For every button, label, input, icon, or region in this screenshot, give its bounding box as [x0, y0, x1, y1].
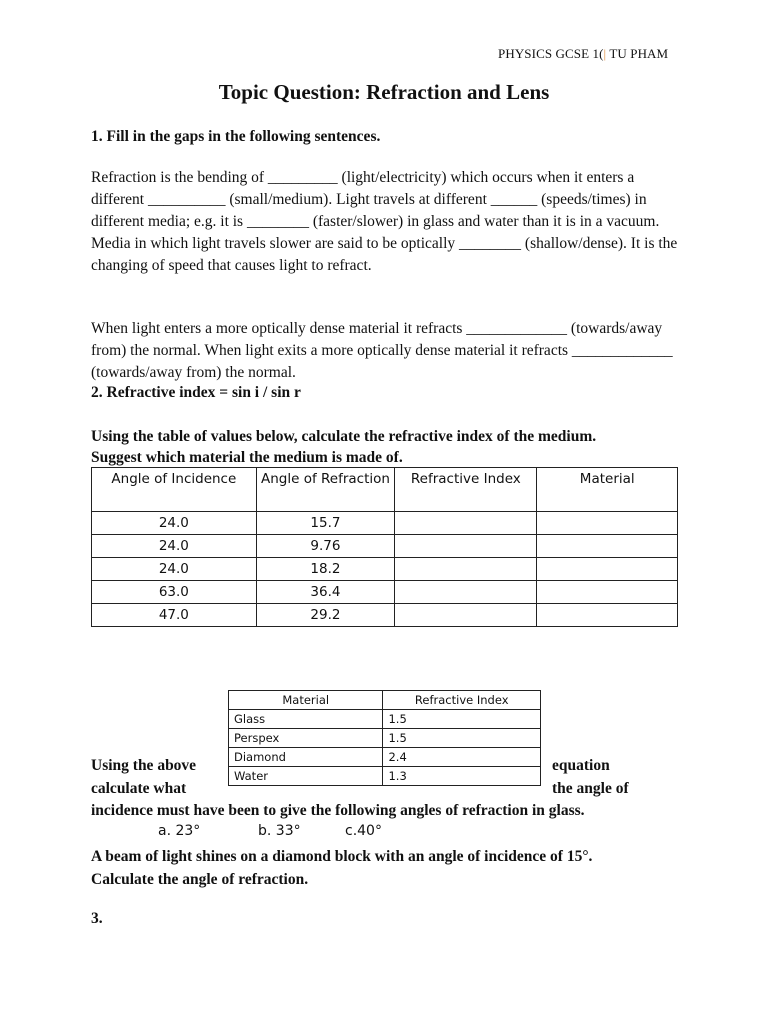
- refractive-index-answer-cell[interactable]: [395, 581, 537, 604]
- material-index-cell: 2.4: [383, 748, 541, 767]
- refraction-cell: 9.76: [256, 535, 394, 558]
- header-material: Material: [537, 468, 678, 512]
- incidence-cell: 24.0: [92, 512, 257, 535]
- question-2-intro-line-1: Using the table of values below, calculate the refractive index of the medium.: [91, 428, 597, 445]
- refractive-index-answer-cell[interactable]: [395, 535, 537, 558]
- page-header: [498, 46, 668, 62]
- header-refractive-index: Refractive Index: [395, 468, 537, 512]
- question-2-heading: 2. Refractive index = sin i / sin r: [91, 384, 301, 401]
- diamond-question-line-2: Calculate the angle of refraction.: [91, 871, 309, 888]
- header-author: TU PHAM: [609, 46, 669, 61]
- header-refractive-index: Refractive Index: [383, 691, 541, 710]
- glass-question-text-right-2: the angle of: [552, 780, 629, 797]
- material-name-cell: Water: [229, 767, 383, 786]
- material-name-cell: Perspex: [229, 729, 383, 748]
- refraction-cell: 18.2: [256, 558, 394, 581]
- glass-question-text-line-3: incidence must have been to give the following angles of refraction in glass.: [91, 802, 585, 819]
- question-3-label: 3.: [91, 910, 103, 927]
- option-c: c.40°: [345, 823, 382, 839]
- header-angle-of-incidence: Angle of Incidence: [92, 468, 257, 512]
- refraction-cell: 29.2: [256, 604, 394, 627]
- incidence-cell: 63.0: [92, 581, 257, 604]
- table-row: [92, 535, 678, 558]
- question-2-intro: [91, 426, 596, 468]
- header-course: PHYSICS GCSE 1(: [498, 46, 604, 61]
- refractive-index-answer-cell[interactable]: [395, 512, 537, 535]
- table-row: [229, 729, 541, 748]
- incidence-cell: 47.0: [92, 604, 257, 627]
- angles-table: [91, 467, 678, 627]
- glass-question-text-left-2: calculate what: [91, 780, 187, 797]
- glass-question-text-left-1: Using the above: [91, 757, 197, 774]
- header-separator: |: [603, 46, 607, 61]
- table-row: [92, 558, 678, 581]
- materials-table-header-row: [229, 691, 541, 710]
- table-row: [92, 581, 678, 604]
- table-row: [92, 512, 678, 535]
- glass-question-text-right-1: equation: [552, 757, 610, 774]
- question-1-heading: 1. Fill in the gaps in the following sentences.: [91, 128, 381, 145]
- table-row: [229, 767, 541, 786]
- materials-table: [228, 690, 541, 786]
- material-name-cell: Diamond: [229, 748, 383, 767]
- material-answer-cell[interactable]: [537, 581, 678, 604]
- option-a: a. 23°: [158, 823, 201, 839]
- incidence-cell: 24.0: [92, 535, 257, 558]
- material-answer-cell[interactable]: [537, 604, 678, 627]
- table-row: [92, 604, 678, 627]
- table-row: [229, 748, 541, 767]
- refraction-cell: 15.7: [256, 512, 394, 535]
- material-answer-cell[interactable]: [537, 512, 678, 535]
- angles-table-header-row: [92, 468, 678, 512]
- material-index-cell: 1.5: [383, 729, 541, 748]
- question-1-paragraph-1: Refraction is the bending of _________ (light/electricity) which occurs when it enters a different __________ (small/medium). Light travels at different ______ (speeds/times) in different media; e.g. it is ________ (faster/slower) in glass and water than it is in a vacuum. Media in which light travels slower are said to be optically ________ (shallow/dense). It is the changing of speed that causes light to refract.: [91, 169, 678, 274]
- option-b: b. 33°: [258, 823, 301, 839]
- material-index-cell: 1.5: [383, 710, 541, 729]
- question-1-paragraph-2: When light enters a more optically dense material it refracts _____________ (towards/away from) the normal. When light exits a more optically dense material it refracts _____________ (towards/away from) the normal.: [91, 320, 673, 381]
- incidence-cell: 24.0: [92, 558, 257, 581]
- table-row: [229, 710, 541, 729]
- diamond-question-line-1: A beam of light shines on a diamond block with an angle of incidence of 15°.: [91, 848, 593, 865]
- material-index-cell: 1.3: [383, 767, 541, 786]
- header-angle-of-refraction: Angle of Refraction: [256, 468, 394, 512]
- material-answer-cell[interactable]: [537, 558, 678, 581]
- page-title: Topic Question: Refraction and Lens: [218, 80, 550, 104]
- material-name-cell: Glass: [229, 710, 383, 729]
- material-answer-cell[interactable]: [537, 535, 678, 558]
- question-2-intro-line-2: Suggest which material the medium is made of.: [91, 449, 403, 466]
- header-material: Material: [229, 691, 383, 710]
- refractive-index-answer-cell[interactable]: [395, 604, 537, 627]
- refraction-cell: 36.4: [256, 581, 394, 604]
- refractive-index-answer-cell[interactable]: [395, 558, 537, 581]
